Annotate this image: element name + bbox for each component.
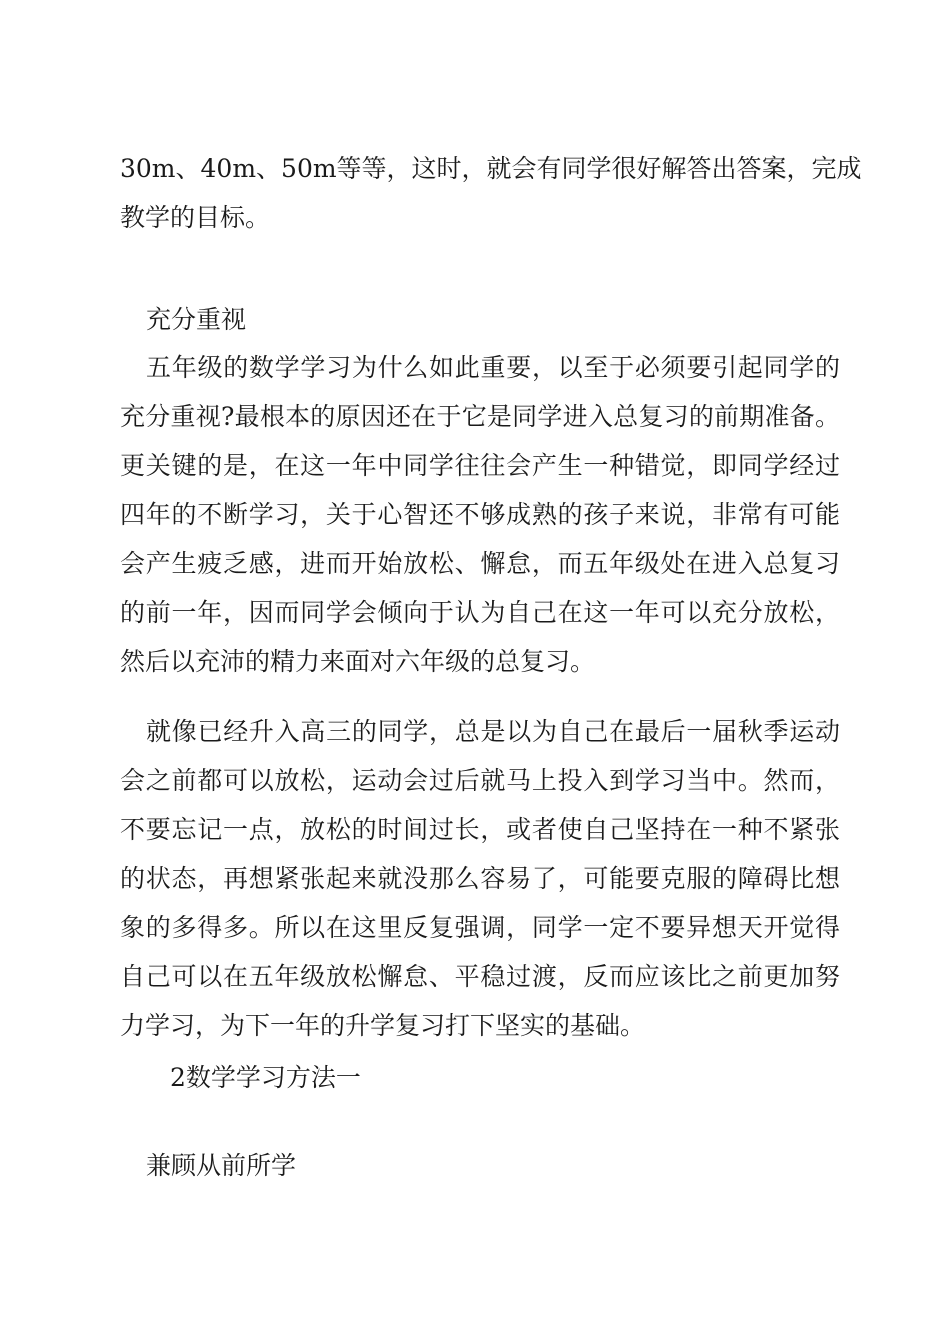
- paragraph1-line-6: 的前一年，因而同学会倾向于认为自己在这一年可以充分放松，: [120, 598, 840, 627]
- paragraph2-line-5: 象的多得多。所以在这里反复强调，同学一定不要异想天开觉得: [120, 913, 840, 942]
- paragraph1-line-3: 更关键的是，在这一年中同学往往会产生一种错觉，即同学经过: [120, 451, 840, 480]
- paragraph2-line-1: 就像已经升入高三的同学，总是以为自己在最后一届秋季运动: [146, 717, 840, 746]
- paragraph1-line-7: 然后以充沛的精力来面对六年级的总复习。: [120, 647, 596, 676]
- paragraph1-line-2: 充分重视?最根本的原因还在于它是同学进入总复习的前期准备。: [120, 402, 840, 431]
- paragraph2-line-7: 力学习，为下一年的升学复习打下坚实的基础。: [120, 1011, 646, 1040]
- intro-line-2: 教学的目标。: [120, 203, 271, 232]
- paragraph1-line-1: 五年级的数学学习为什么如此重要，以至于必须要引起同学的: [146, 353, 840, 382]
- section-title: 2数学学习方法一: [170, 1063, 361, 1092]
- paragraph2-line-6: 自己可以在五年级放松懈怠、平稳过渡，反而应该比之前更加努: [120, 962, 840, 991]
- paragraph2-line-3: 不要忘记一点，放松的时间过长，或者使自己坚持在一种不紧张: [120, 815, 840, 844]
- paragraph1-line-5: 会产生疲乏感，进而开始放松、懈怠，而五年级处在进入总复习: [120, 549, 840, 578]
- paragraph2-line-4: 的状态，再想紧张起来就没那么容易了，可能要克服的障碍比想: [120, 864, 840, 893]
- paragraph1-line-4: 四年的不断学习，关于心智还不够成熟的孩子来说，非常有可能: [120, 500, 840, 529]
- paragraph2-line-2: 会之前都可以放松，运动会过后就马上投入到学习当中。然而，: [120, 766, 840, 795]
- section-heading-emphasis: 兼顾从前所学: [146, 1151, 297, 1180]
- intro-line-1: 30m、40m、50m等等，这时，就会有同学很好解答出答案，完成: [120, 154, 862, 183]
- section-heading-emphasis: 充分重视: [146, 305, 247, 334]
